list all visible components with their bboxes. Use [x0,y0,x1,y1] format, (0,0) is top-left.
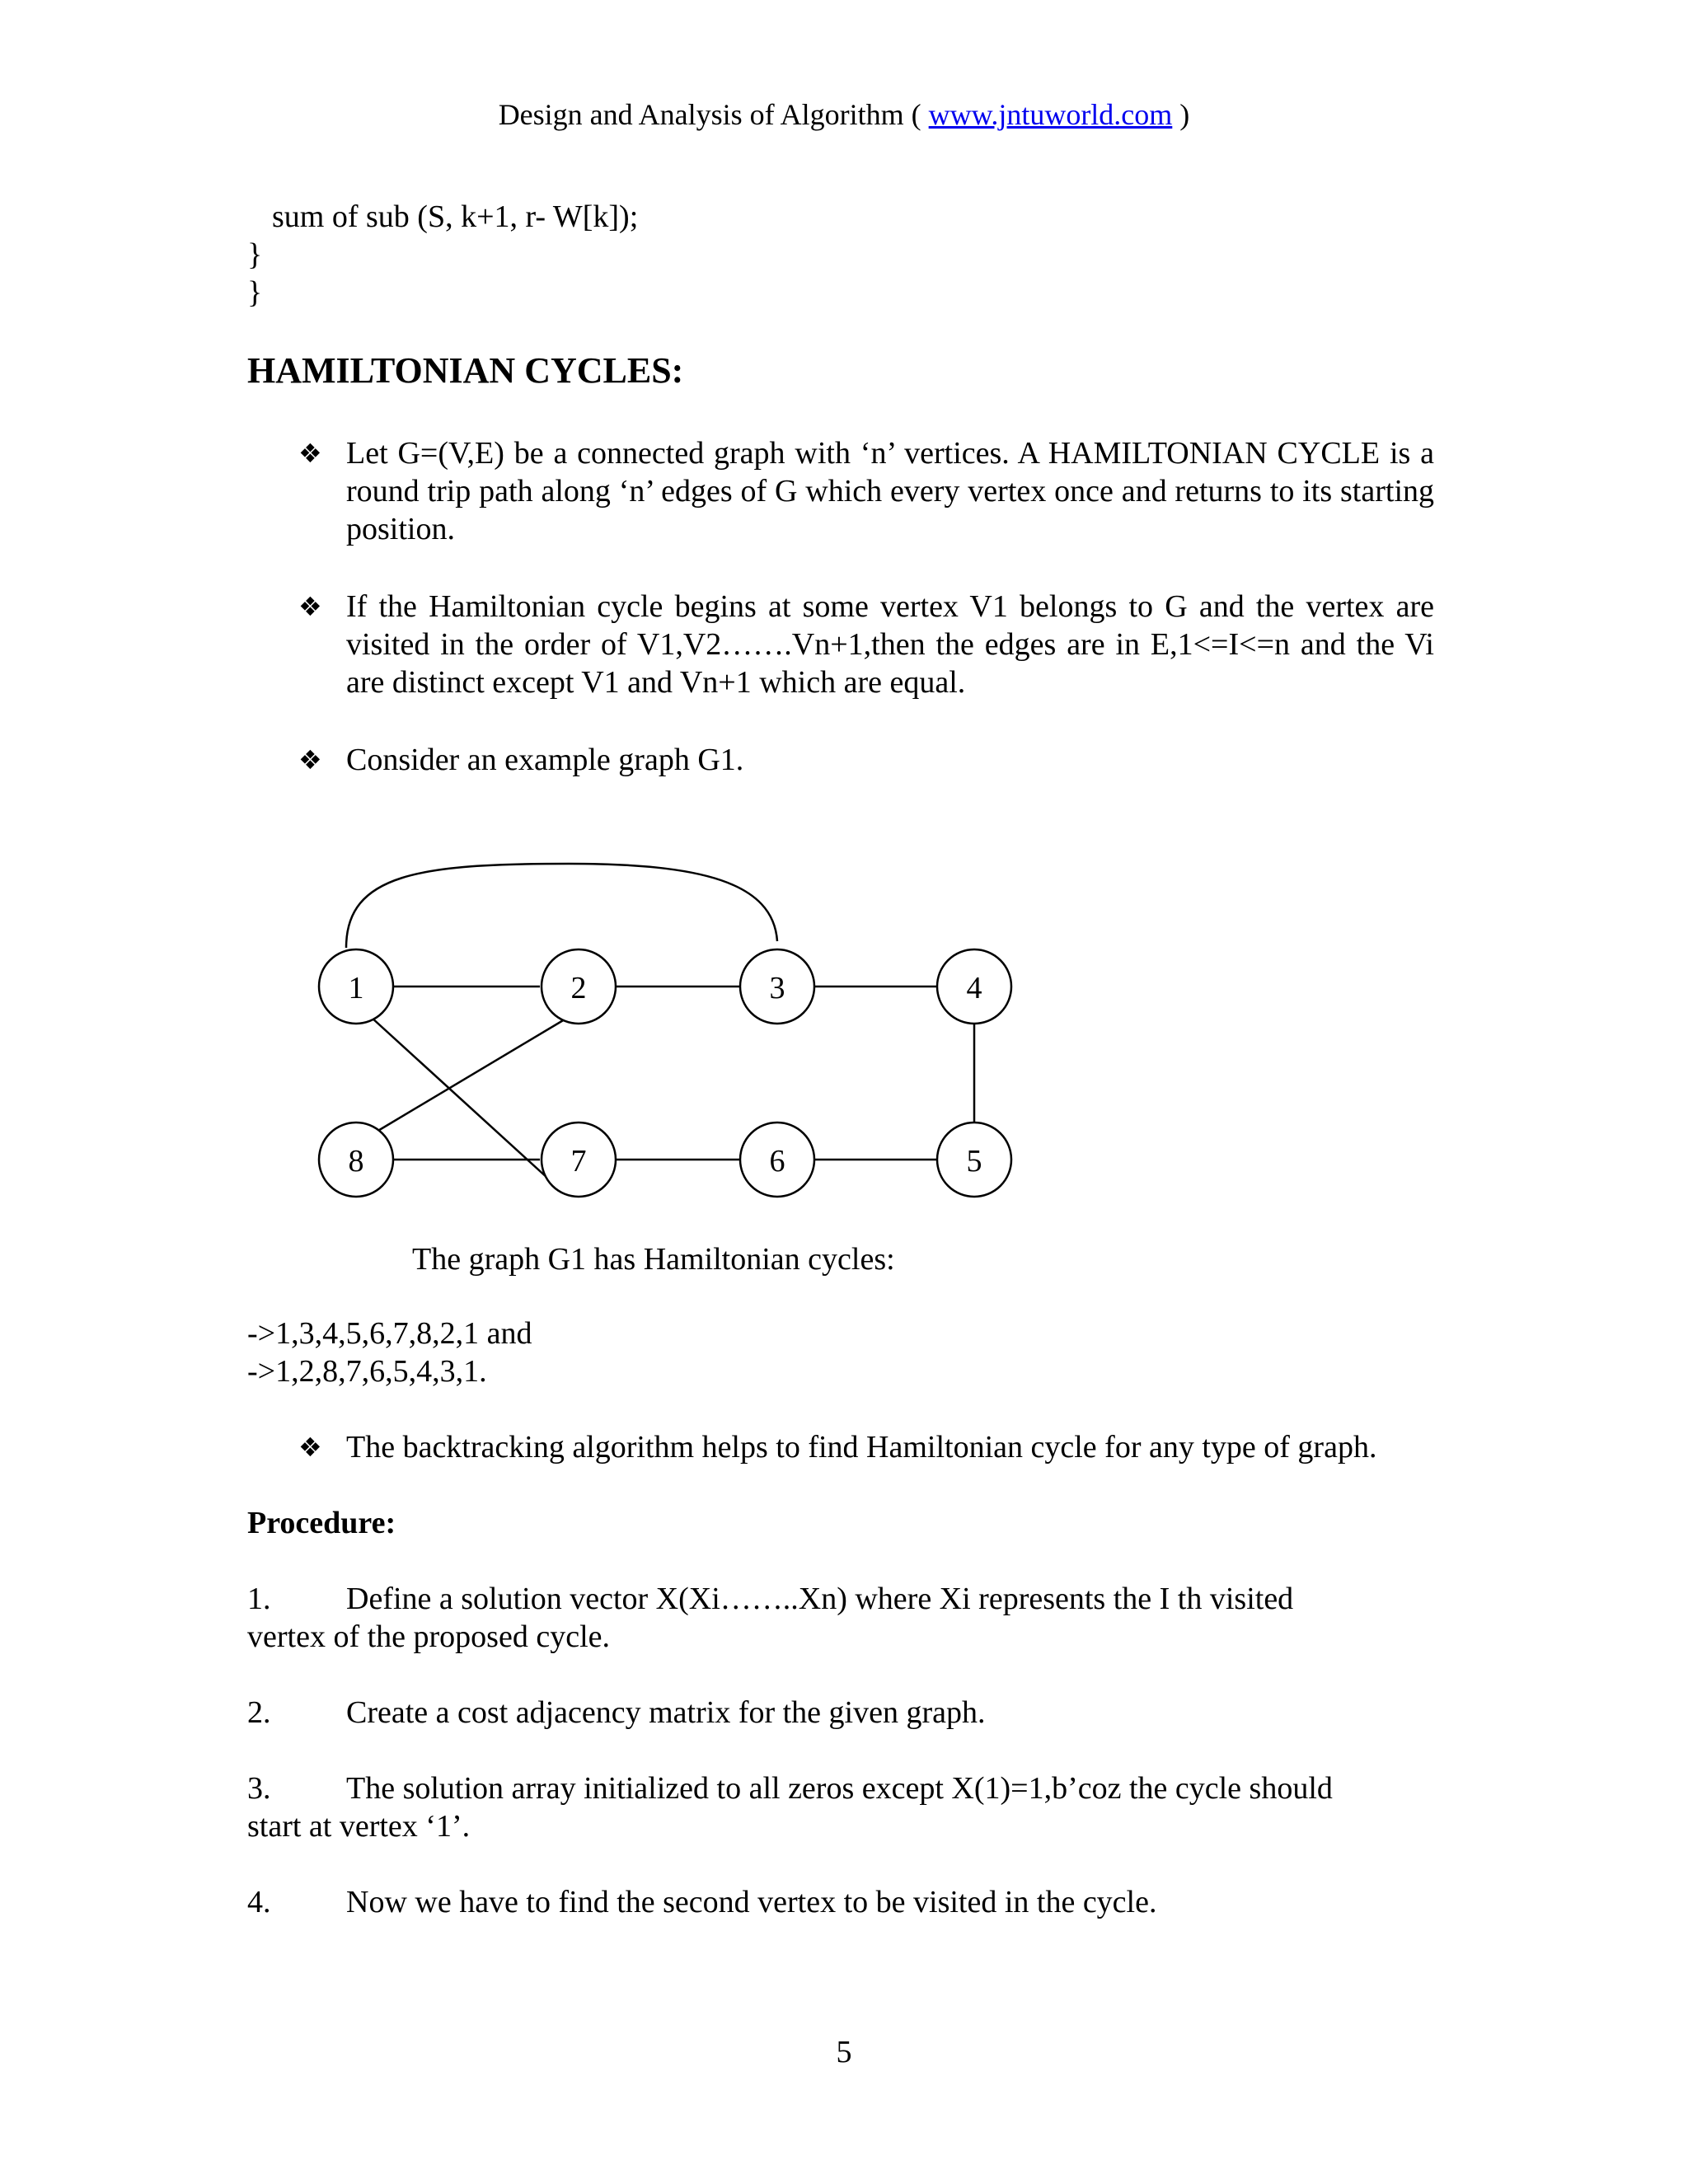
step-text-1: Define a solution vector X(Xi……..Xn) where Xi represents the I th visited [346,1582,1294,1616]
header-link[interactable]: www.jntuworld.com [928,98,1173,131]
node-label-7: 7 [570,1144,587,1179]
bullet-text-4: The backtracking algorithm helps to find Hamiltonian cycle for any type of graph. [346,1430,1377,1465]
step-text-3: The solution array initialized to all zeros except X(1)=1,b’coz the cycle should [346,1771,1333,1806]
header-suffix: ) [1172,98,1190,131]
procedure-heading: Procedure: [247,1506,396,1540]
node-label-6: 6 [769,1144,785,1179]
step-text-4: Now we have to find the second vertex to be visited in the cycle. [346,1885,1157,1919]
step-number-3: 3. [247,1771,271,1806]
step-number-2: 2. [247,1695,271,1730]
step-text-1-cont: vertex of the proposed cycle. [247,1619,610,1654]
page-header [0,96,1688,133]
edge-1-7 [371,1017,548,1179]
cycle-line-2: ->1,2,8,7,6,5,4,3,1. [247,1354,487,1389]
code-line-2: } [247,237,263,272]
bullet-text-3: Consider an example graph G1. [346,743,744,777]
node-label-1: 1 [348,971,364,1005]
edge-1-3 [346,864,777,948]
bullet-diamond-icon: ❖ [298,744,322,776]
step-number-1: 1. [247,1582,271,1616]
bullet-diamond-icon: ❖ [298,1432,322,1463]
code-line-3: } [247,275,263,310]
graph-g1 [297,841,1055,1212]
section-heading: HAMILTONIAN CYCLES: [247,350,684,391]
page-number: 5 [836,2035,852,2069]
step-number-4: 4. [247,1885,271,1919]
bullet-diamond-icon: ❖ [298,438,322,469]
node-label-5: 5 [966,1144,982,1179]
cycle-line-1: ->1,3,4,5,6,7,8,2,1 and [247,1316,532,1351]
node-label-2: 2 [570,971,587,1005]
edge-2-8 [377,1017,569,1132]
bullet-text-1: Let G=(V,E) be a connected graph with ‘n’ vertices. A HAMILTONIAN CYCLE is a round trip path along ‘n’ edges of G which every vertex once and returns to its starting position. [346,436,1434,546]
step-text-3-cont: start at vertex ‘1’. [247,1809,471,1844]
graph-caption: The graph G1 has Hamiltonian cycles: [412,1242,895,1277]
step-text-2: Create a cost adjacency matrix for the given graph. [346,1695,986,1730]
bullet-text-2: If the Hamiltonian cycle begins at some vertex V1 belongs to G and the vertex are visited in the order of V1,V2…….Vn+1,then the edges are in E,1<=I<=n and the Vi are distinct except V1 and Vn+1 which are equal. [346,589,1434,700]
header-title: Design and Analysis of Algorithm ( [498,98,929,131]
node-label-4: 4 [966,971,982,1005]
code-line-1: sum of sub (S, k+1, r- W[k]); [272,199,639,234]
bullet-diamond-icon: ❖ [298,591,322,622]
node-label-8: 8 [348,1144,364,1179]
node-label-3: 3 [769,971,785,1005]
